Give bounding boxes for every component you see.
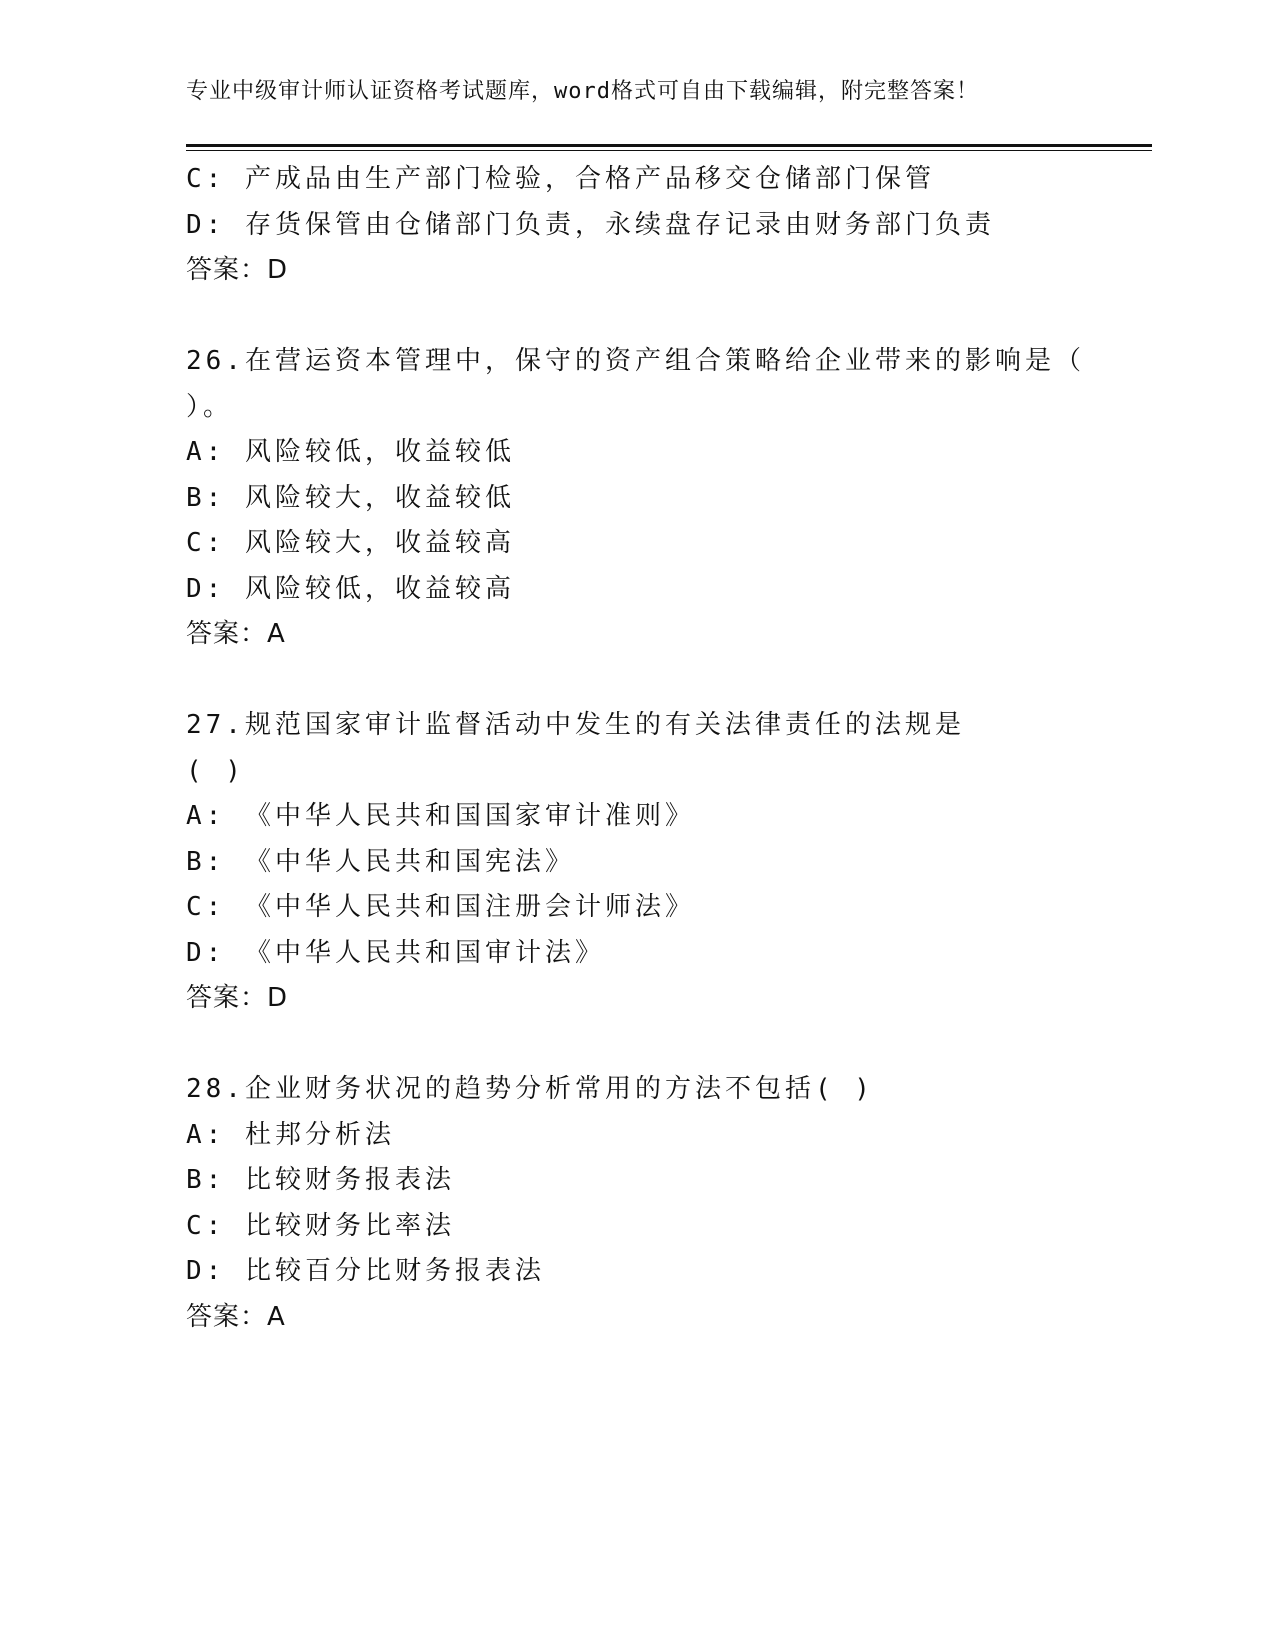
question-list <box>186 157 1086 1340</box>
question-stem: 26.在营运资本管理中，保守的资产组合策略给企业带来的影响是（ <box>186 346 1085 376</box>
option-c: C: 《中华人民共和国注册会计师法》 <box>186 892 695 922</box>
option-a: A: 杜邦分析法 <box>186 1119 395 1150</box>
answer: 答案：D <box>186 255 289 285</box>
option-b: B: 比较财务报表法 <box>186 1165 455 1195</box>
option-d: D: 存货保管由仓储部门负责，永续盘存记录由财务部门负责 <box>186 209 995 240</box>
question-stem-continued: ）。 <box>186 391 234 422</box>
option-c: C: 比较财务比率法 <box>186 1210 455 1241</box>
question-27 <box>186 703 1086 1022</box>
header-divider-thick <box>186 144 1152 147</box>
question-stem: 28.企业财务状况的趋势分析常用的方法不包括( ) <box>186 1074 874 1104</box>
question-stem: 27.规范国家审计监督活动中发生的有关法律责任的法规是 <box>186 710 965 740</box>
question-26 <box>186 339 1086 658</box>
option-a: A: 风险较低，收益较低 <box>186 437 515 467</box>
option-a: A: 《中华人民共和国国家审计准则》 <box>186 801 695 831</box>
question-25-continued <box>186 157 1086 294</box>
spacer <box>186 1022 1086 1068</box>
option-b: B: 《中华人民共和国宪法》 <box>186 846 575 877</box>
answer: 答案：D <box>186 983 289 1013</box>
header-divider-thin <box>186 150 1152 151</box>
option-c: C: 风险较大，收益较高 <box>186 528 515 558</box>
option-d: D: 比较百分比财务报表法 <box>186 1256 545 1286</box>
option-c: C: 产成品由生产部门检验，合格产品移交仓储部门保管 <box>186 164 935 194</box>
question-28 <box>186 1067 1086 1340</box>
question-stem-continued: ( ) <box>186 755 245 786</box>
option-d: D: 风险较低，收益较高 <box>186 573 515 604</box>
answer: 答案：A <box>186 619 286 649</box>
spacer <box>186 294 1086 340</box>
answer: 答案：A <box>186 1301 286 1332</box>
page-header: 专业中级审计师认证资格考试题库，word格式可自由下载编辑，附完整答案！ <box>186 79 979 104</box>
option-b: B: 风险较大，收益较低 <box>186 482 515 513</box>
spacer <box>186 658 1086 704</box>
option-d: D: 《中华人民共和国审计法》 <box>186 937 605 968</box>
